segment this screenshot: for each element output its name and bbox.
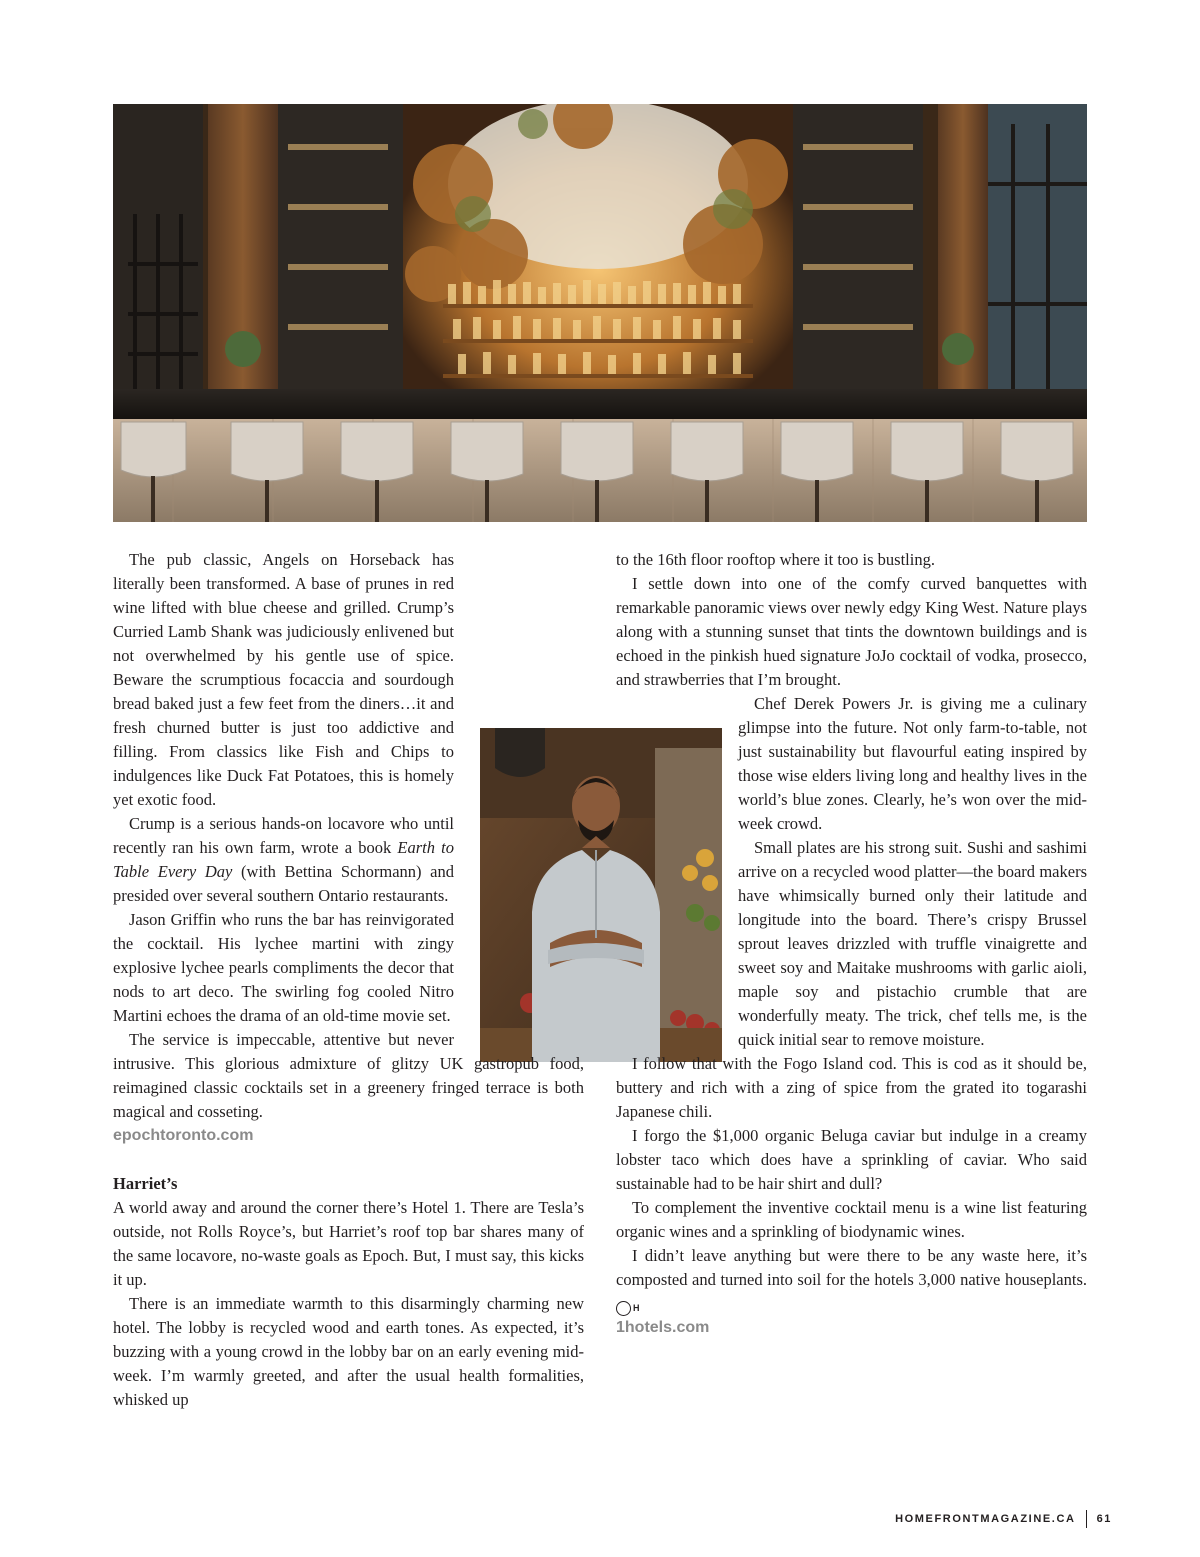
footer-divider bbox=[1086, 1510, 1087, 1528]
body-paragraph: There is an immediate warmth to this disarmingly charming new hotel. The lobby is recycled wood and earth tones. As expected, it’s buzzing with a young crowd in the lobby bar on an early evening mid-week. I’m warmly greeted, and after the usual health formalities, whisked up bbox=[113, 1294, 584, 1409]
left-column bbox=[113, 548, 584, 1412]
paragraph-text: I didn’t leave anything but were there to be any waste here, it’s composted and turned into soil for the hotels 3,000 native houseplants. bbox=[616, 1246, 1087, 1289]
section-heading: Harriet’s bbox=[113, 1174, 178, 1193]
1hotels-website-link[interactable]: 1hotels.com bbox=[616, 1319, 710, 1336]
paragraph-text: Crump is a serious hands-on locavore who until recently ran his own farm, wrote a book bbox=[113, 814, 454, 857]
body-paragraph: The service is impeccable, attentive but never intrusive. This glorious admixture of glitzy UK gastropub food, reimagined classic cocktails set in a greenery fringed terrace is both magical and cosseting. bbox=[113, 1030, 584, 1121]
page-number: 61 bbox=[1096, 1513, 1112, 1525]
portrait-wrap-spacer bbox=[454, 716, 584, 1052]
page-footer bbox=[895, 1510, 1112, 1528]
paragraph-text: (with Bettina Schormann) and presided over several southern Ontario restaurants. bbox=[113, 862, 454, 905]
paragraph-text: The pub classic, Angels on Horseback has literally been transformed. A base of prunes in red wine lifted with blue cheese and grilled. Crump’s Curried Lamb Shank was judiciously enlivened but not overwhelmed by his gentle use of spice. Beware the scrumptious focaccia and sourdough bread baked just a few feet from the diners…it and fresh churned butter is just too addictive and filling. From classics like Fish and Chips to indulgences like Duck Fat Potatoes, this is homely yet exotic food. bbox=[113, 550, 454, 809]
body-paragraph bbox=[616, 1244, 1087, 1316]
body-paragraph: I follow that with the Fogo Island cod. This is cod as it should be, buttery and rich with a zing of spice from the grated ito togarashi Japanese chili. bbox=[616, 1054, 1087, 1121]
right-column bbox=[616, 548, 1087, 1340]
book-title: Earth to Table Every Day bbox=[113, 838, 454, 881]
epoch-website-link[interactable]: epochtoronto.com bbox=[113, 1127, 254, 1144]
bar-photo bbox=[113, 104, 1087, 522]
body-paragraph bbox=[113, 548, 584, 812]
body-paragraph: A world away and around the corner there’s Hotel 1. There are Tesla’s outside, not Rolls Royce’s, but Harriet’s roof top bar shares many of the same locavore, no-waste goals as Epoch. But, I must say, this kicks it up. bbox=[113, 1198, 584, 1289]
magazine-website[interactable]: HOMEFRONTMAGAZINE.CA bbox=[895, 1513, 1076, 1525]
body-paragraph: I forgo the $1,000 organic Beluga caviar but indulge in a creamy lobster taco which does have a sprinkling of caviar. Who said sustainable had to be hair shirt and dull? bbox=[616, 1126, 1087, 1193]
paragraph-text: Chef Derek Powers Jr. is giving me a culinary glimpse into the future. Not only farm-to-table, not just sustainability but flavourful eating inspired by those wise elders living long and healthy lives in the world’s blue zones. Clearly, he’s won over the mid-week crowd. bbox=[738, 694, 1087, 833]
body-paragraph: Jason Griffin who runs the bar has reinvigorated the cocktail. His lychee martini with zingy explosive lychee pearls compliments the decor that nods to art deco. The swirling fog cooled Nitro Martini echoes the drama of an old-time movie set. bbox=[113, 910, 454, 1025]
body-paragraph: to the 16th floor rooftop where it too is bustling. bbox=[616, 550, 935, 569]
body-paragraph: To complement the inventive cocktail menu is a wine list featuring organic wines and a sprinkling of biodynamic wines. bbox=[616, 1198, 1087, 1241]
body-paragraph: I settle down into one of the comfy curved banquettes with remarkable panoramic views over newly edgy King West. Nature plays along with a stunning sunset that tints the downtown buildings and is echoed in the pinkish hued signature JoJo cocktail of vodka, prosecco, and strawberries that I’m brought. bbox=[616, 574, 1087, 689]
homefront-end-mark-icon: H bbox=[616, 1301, 631, 1316]
portrait-wrap-spacer bbox=[616, 692, 738, 1052]
body-paragraph bbox=[616, 692, 1087, 836]
body-paragraph: Small plates are his strong suit. Sushi and sashimi arrive on a recycled wood platter—the board makers have whimsically burned only their latitude and longitude into the board. There’s crispy Brussel sprout leaves drizzled with truffle vinaigrette and sweet soy and Maitake mushrooms with garlic aioli, maple soy and pistachio crumble that are wonderfully meaty. The trick, chef tells me, is the quick initial sear to remove moisture. bbox=[738, 838, 1087, 1049]
